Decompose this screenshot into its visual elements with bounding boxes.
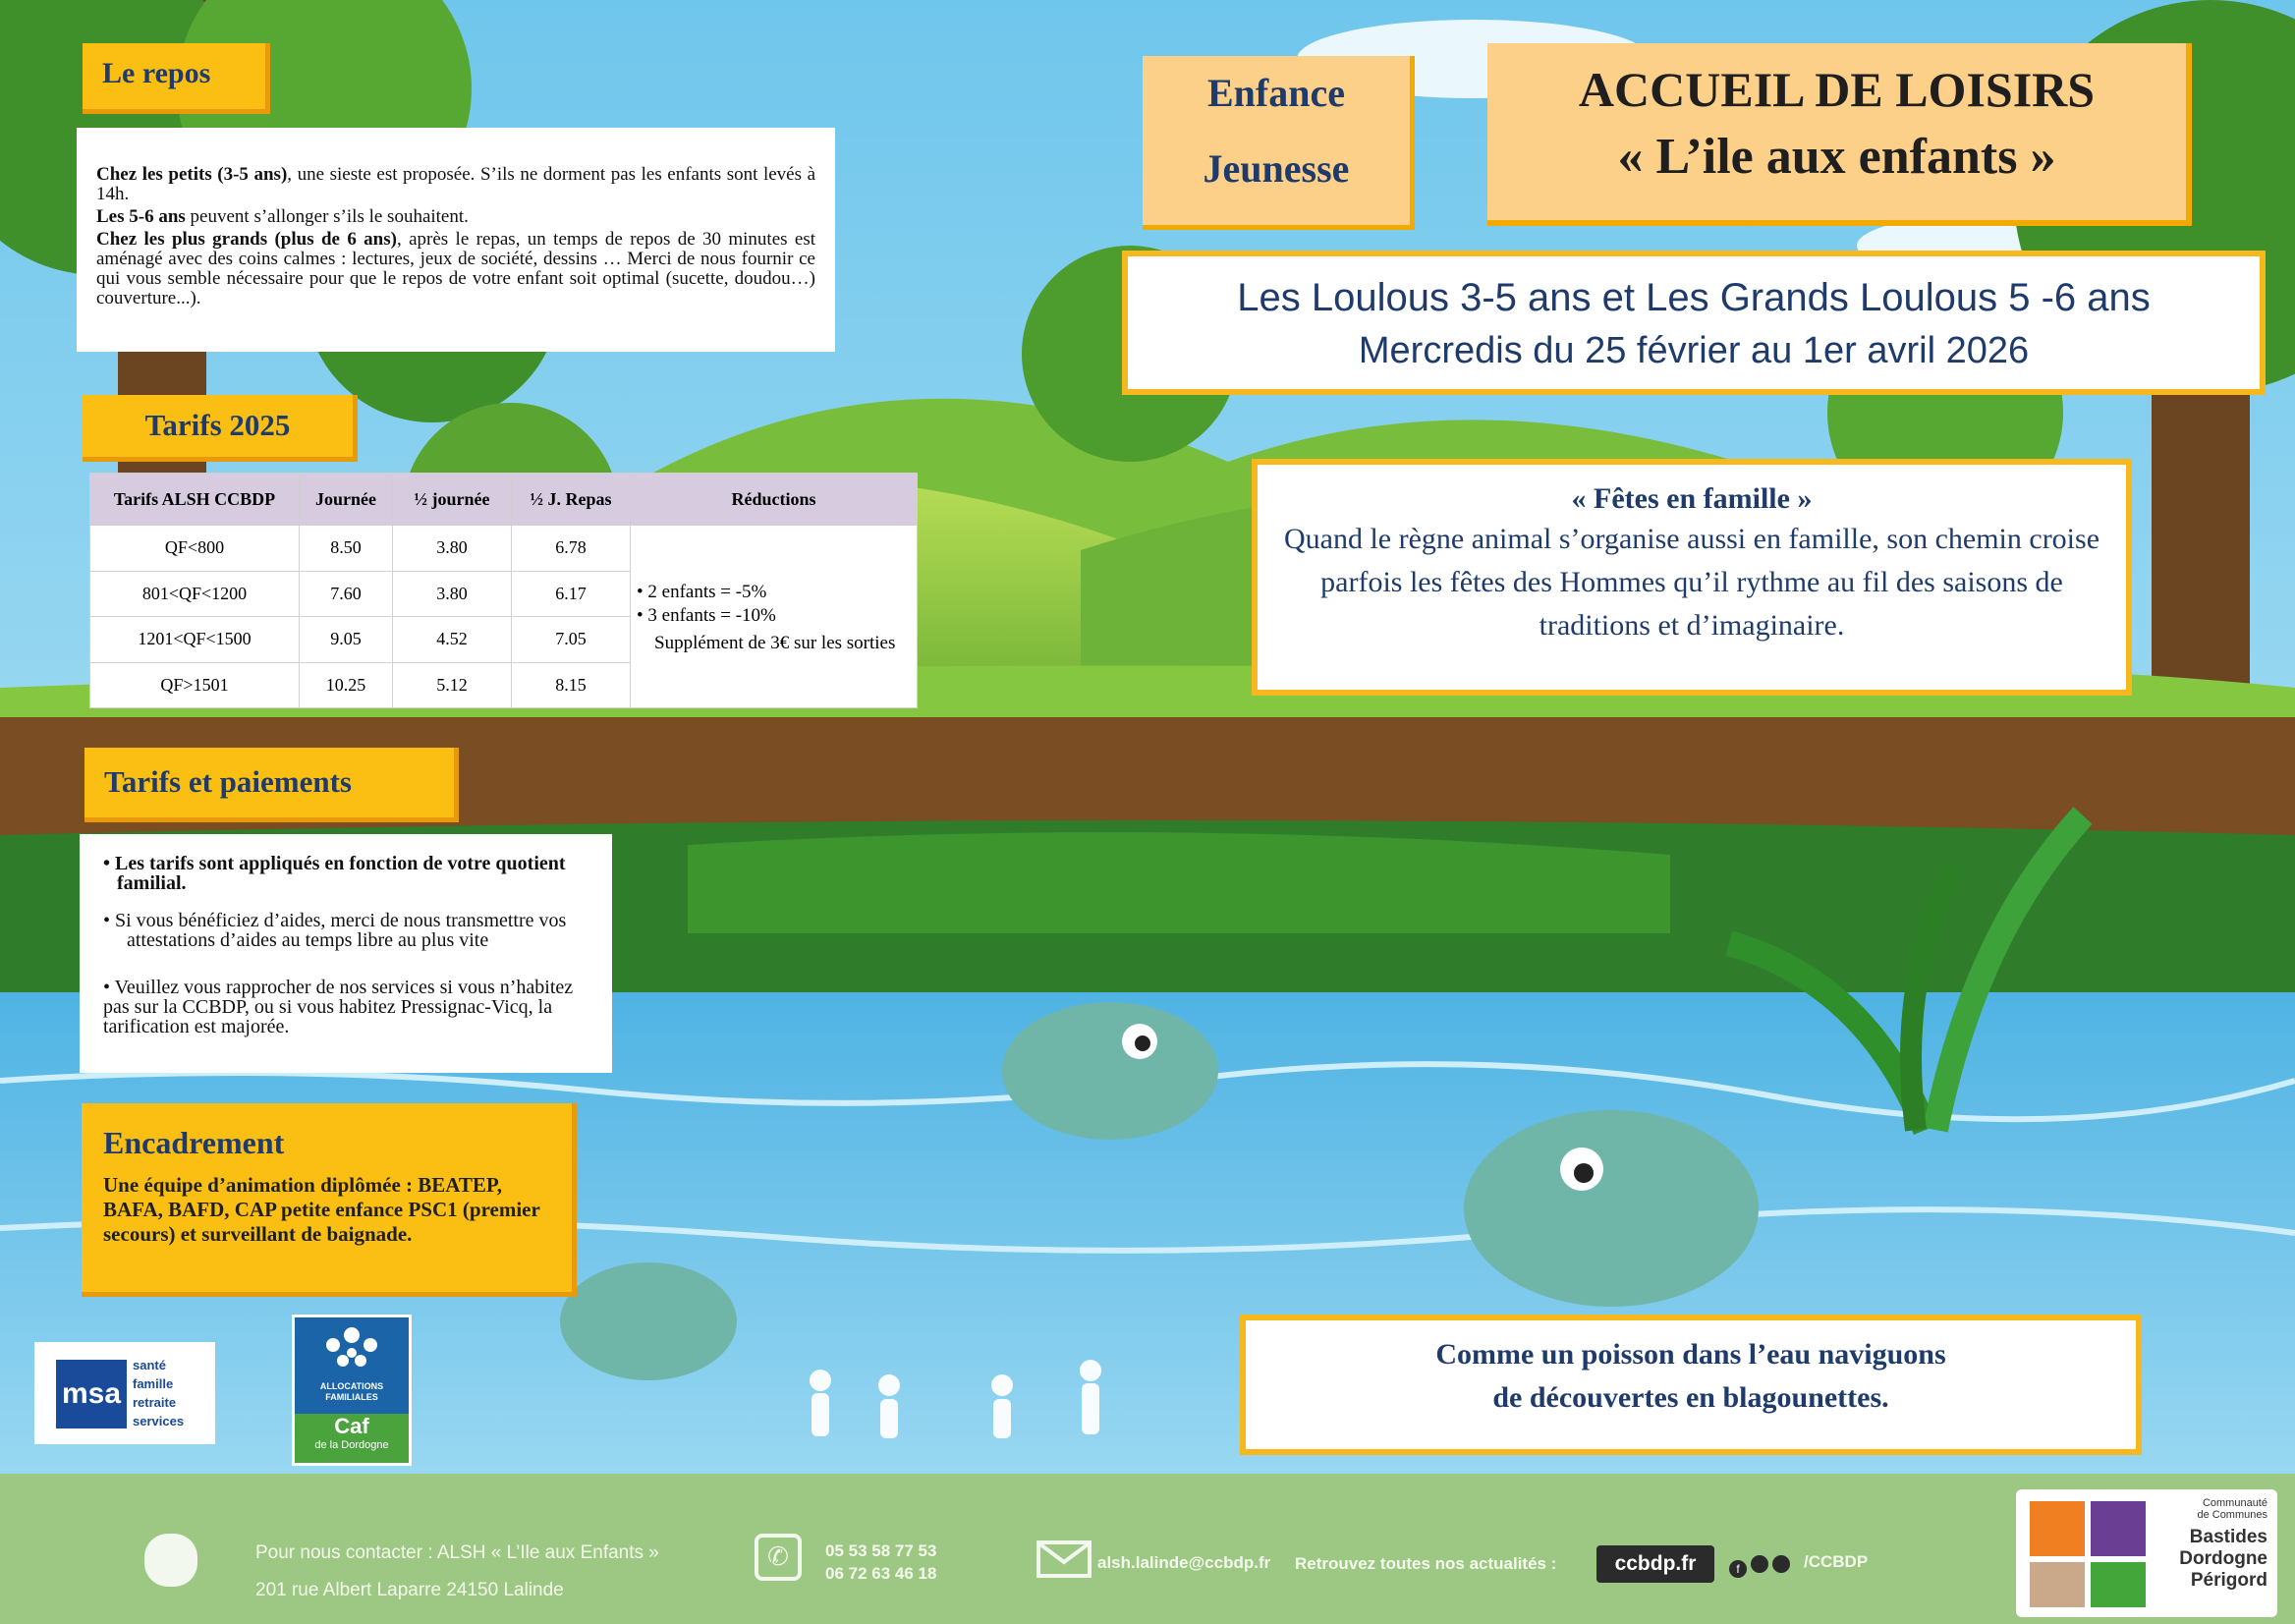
ccbdp-name-2: Dordogne (2179, 1548, 2267, 1569)
email-envelope-icon (1040, 1544, 1088, 1574)
msa-word: retraite (133, 1395, 177, 1410)
news-text: Retrouvez toutes nos actualités : (1295, 1554, 1557, 1573)
supplement-sorties: Supplément de 3€ sur les sorties (654, 632, 896, 653)
repos-grands-text: , après le repas, un temps de repos de 30 minutes est aménagé avec des coins calmes : lectures, jeux de société, dessins … Merci de nous fournir ce qui vous semble nécessaire pour que le repos de votre enfant soit optimal (sucette, doudou…) couverture...). (96, 229, 816, 308)
page-subtitle: « L’ile aux enfants » (1617, 129, 2056, 185)
reduction-2: • 2 enfants = -5% (637, 581, 767, 602)
repos-grands (96, 230, 815, 308)
paiements-box (80, 834, 612, 1073)
ccbdp-green-block (2091, 1562, 2146, 1607)
phone-icon: ✆ (755, 1534, 802, 1581)
repos-label (83, 43, 270, 114)
contact-line-2: 201 rue Albert Laparre 24150 Lalinde (255, 1580, 564, 1600)
demi-journee-cell: 4.52 (393, 617, 512, 663)
header-reductions: Réductions (631, 474, 918, 526)
header-tarifs: Tarifs ALSH CCBDP (90, 474, 300, 526)
instagram-icon[interactable] (1772, 1555, 1790, 1573)
header-demi-repas: ½ J. Repas (512, 474, 631, 526)
ccbdp-name-3: Périgord (2190, 1570, 2267, 1591)
header-demi-journee: ½ journée (393, 474, 512, 526)
repos-moyens-bold: Les 5-6 ans (96, 206, 186, 227)
demi-journee-cell: 3.80 (393, 526, 512, 572)
email-icon (1036, 1540, 1092, 1578)
caf-bottom (295, 1414, 409, 1463)
demi-journee-cell: 5.12 (393, 662, 512, 708)
slogan-line-1: Comme un poisson dans l’eau naviguons (1435, 1338, 1946, 1371)
slogan-line-2: de découvertes en blagounettes. (1492, 1381, 1889, 1414)
qf-cell: QF>1501 (90, 662, 300, 708)
phone-number-1: 05 53 58 77 53 (825, 1541, 937, 1560)
caf-top-text: ALLOCATIONS FAMILIALES (319, 1381, 384, 1402)
ccbdp-orange-block (2030, 1501, 2085, 1556)
ccbdp-text (2154, 1497, 2267, 1592)
demi-repas-cell: 6.17 (512, 571, 631, 617)
repos-petits-bold: Chez les petits (3-5 ans) (96, 164, 288, 185)
table-row (90, 526, 918, 572)
reduction-3: • 3 enfants = -10% (637, 604, 776, 626)
facebook-icon[interactable]: f (1729, 1560, 1747, 1578)
msa-logo (34, 1342, 215, 1444)
caf-family-icon (317, 1325, 386, 1376)
ccbdp-logo (2016, 1489, 2277, 1617)
qf-cell: 801<QF<1200 (90, 571, 300, 617)
repos-label-text: Le repos (102, 57, 211, 89)
slogan-box (1240, 1315, 2142, 1455)
contact-line-1: Pour nous contacter : ALSH « L’Ile aux Enfants » (255, 1542, 659, 1563)
qf-cell: 1201<QF<1500 (90, 617, 300, 663)
tarifs-header-row (90, 474, 918, 526)
journee-cell: 9.05 (300, 617, 393, 663)
paiements-item-3: • Veuillez vous rapprocher de nos services si vous n’habitez pas sur la CCBDP, ou si vous habitez Pressignac-Vicq, la tarification est majorée. (103, 977, 574, 1037)
repos-box (77, 128, 835, 352)
ccbdp-small-2: de Communes (2197, 1509, 2267, 1521)
social-handle: /CCBDP (1804, 1552, 1869, 1571)
phone-number-2: 06 72 63 46 18 (825, 1564, 937, 1583)
theme-text: Quand le règne animal s’organise aussi en famille, son chemin croise parfois les fêtes des Hommes qu’il rythme au fil des saisons de traditions et d’imaginaire. (1283, 523, 2100, 642)
contact-block (255, 1535, 659, 1609)
demi-repas-cell: 6.78 (512, 526, 631, 572)
page-title: ACCUEIL DE LOISIRS (1578, 62, 2096, 117)
site-link[interactable] (1596, 1545, 1714, 1583)
email-link[interactable]: alsh.lalinde@ccbdp.fr (1097, 1553, 1271, 1572)
repos-petits-text: , une sieste est proposée. S’ils ne dorment pas les enfants sont levés à 14h. (96, 164, 816, 204)
repos-grands-bold: Chez les plus grands (plus de 6 ans) (96, 229, 397, 250)
jeunesse-label: Jeunesse (1203, 146, 1350, 191)
dates: Mercredis du 25 février au 1er avril 2026 (1358, 330, 2030, 371)
reductions-cell (631, 526, 918, 708)
header-journee: Journée (300, 474, 393, 526)
msa-word: famille (133, 1376, 174, 1391)
tarifs-table-wrap (89, 473, 918, 708)
twitter-icon[interactable] (1751, 1555, 1768, 1573)
journee-cell: 7.60 (300, 571, 393, 617)
enfance-jeunesse-badge (1143, 56, 1415, 230)
msa-mark-text: msa (61, 1377, 122, 1410)
qf-cell: QF<800 (90, 526, 300, 572)
tarifs-label-text: Tarifs 2025 (144, 408, 291, 442)
ccbdp-small-1: Communauté (2202, 1497, 2267, 1509)
paiements-label (84, 748, 459, 822)
encadrement-text: Une équipe d’animation diplômée : BEATEP, BAFA, BAFD, CAP petite enfance PSC1 (premier secours) et surveillant de baignade. (103, 1173, 540, 1246)
journee-cell: 10.25 (300, 662, 393, 708)
repos-petits (96, 165, 815, 204)
tarifs-table (89, 473, 918, 708)
repos-moyens-text: peuvent s’allonger s’ils le souhaitent. (185, 206, 469, 227)
ccbdp-name-1: Bastides (2189, 1527, 2267, 1547)
title-banner (1487, 43, 2192, 226)
demi-journee-cell: 3.80 (393, 571, 512, 617)
encadrement-title: Encadrement (103, 1125, 285, 1160)
tarifs-label (83, 395, 358, 462)
repos-moyens (96, 207, 815, 227)
paiements-item-1: • Les tarifs sont appliqués en fonction de votre quotient familial. (103, 853, 566, 894)
caf-logo (292, 1315, 412, 1466)
msa-word: services (133, 1414, 185, 1428)
theme-box (1252, 459, 2132, 696)
ccbdp-purple-block (2091, 1501, 2146, 1556)
msa-words (133, 1356, 184, 1430)
site-link-text: ccbdp.fr (1614, 1552, 1697, 1575)
paiements-label-text: Tarifs et paiements (104, 764, 352, 799)
age-groups: Les Loulous 3-5 ans et Les Grands Loulous 5 -6 ans (1237, 276, 2151, 319)
enfance-label: Enfance (1207, 71, 1345, 115)
age-dates-banner (1122, 251, 2266, 395)
contact-location-icon (144, 1534, 197, 1587)
caf-sub: de la Dordogne (314, 1439, 389, 1451)
phone-block (825, 1540, 936, 1585)
ccbdp-beige-block (2030, 1562, 2085, 1607)
paiements-item-2: • Si vous bénéficiez d’aides, merci de nous transmettre vos attestations d’aides au temps libre au plus vite (103, 910, 567, 951)
social-icons (1729, 1555, 1790, 1578)
demi-repas-cell: 8.15 (512, 662, 631, 708)
caf-name: Caf (334, 1414, 369, 1438)
demi-repas-cell: 7.05 (512, 617, 631, 663)
msa-mark (56, 1360, 127, 1428)
theme-title: « Fêtes en famille » (1571, 482, 1813, 515)
journee-cell: 8.50 (300, 526, 393, 572)
encadrement-box (82, 1103, 577, 1297)
msa-word: santé (133, 1358, 166, 1372)
